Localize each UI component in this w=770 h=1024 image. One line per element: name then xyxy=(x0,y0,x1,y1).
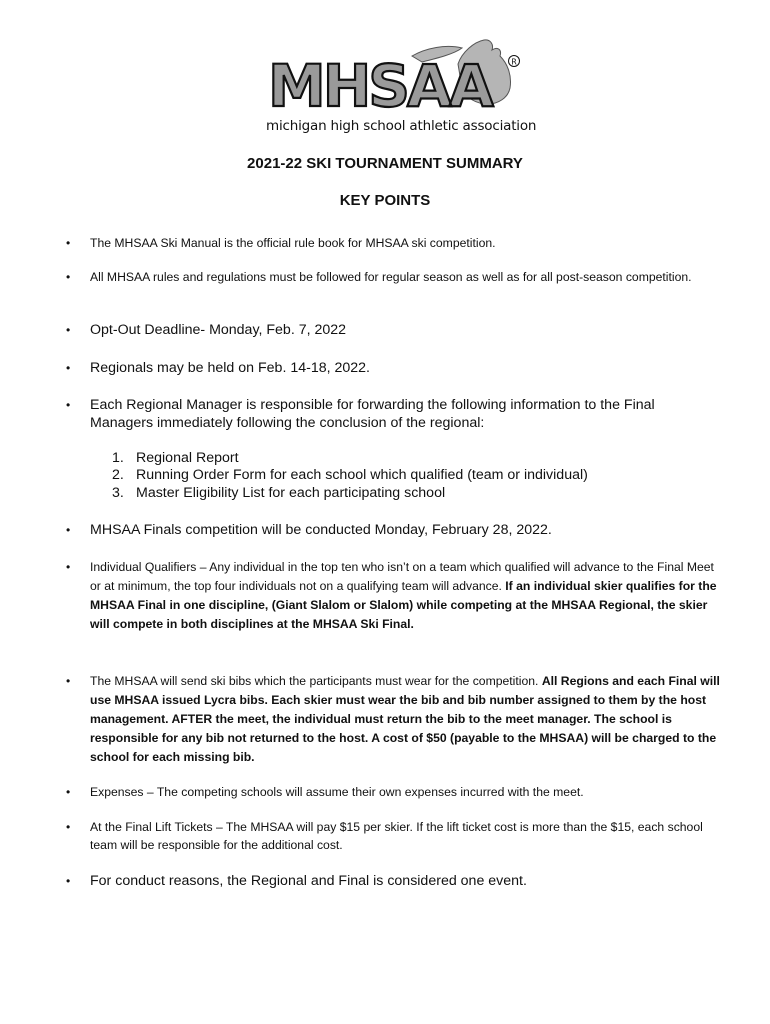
bold-notice: All Regions and each Final will use MHSAA issued Lycra bibs. Each skier must wear the bib and bib number assigned to them by the host management. AFTER the meet, the individual must return the bib to the meet manager. The school is responsible for any bib not returned to the host. A cost of $50 (payable to the MHSAA) will be charged to the school for each missing bib. xyxy=(90,674,720,764)
bullet-item: • The MHSAA will send ski bibs which the participants must wear for the competition. All Regions and each Final will use MHSAA issued Lycra bibs. Each skier must wear the bib and bib number assigned to them by the host management. AFTER the meet, the individual must return the bib to the meet manager. The school is responsible for any bib not returned to the host. A cost of $50 (payable to the MHSAA) will be charged to the school for each missing bib. xyxy=(90,672,722,767)
document-subtitle: KEY POINTS xyxy=(339,192,431,209)
bullet-item: • Each Regional Manager is responsible for forwarding the following information to the Final Managers immediately following the conclusion of the regional: xyxy=(90,396,710,432)
bullet-item: • Individual Qualifiers – Any individual in the top ten who isn’t on a team which qualified will advance to the Final Meet or at minimum, the top four individuals not on a qualifying team will advance. If an individual skier qualifies for the MHSAA Final in one discipline, (Giant Slalom or Slalom) while competing at the MHSAA Regional, the skier will compete in both disciplines at the MHSAA Ski Final. xyxy=(90,558,720,634)
numbered-list-item: 3. Master Eligibility List for each participating school xyxy=(112,485,446,501)
document-title: 2021-22 SKI TOURNAMENT SUMMARY xyxy=(247,155,523,172)
bullet-item: • Opt-Out Deadline- Monday, Feb. 7, 2022 xyxy=(90,321,730,339)
bullet-item: • For conduct reasons, the Regional and Final is considered one event. xyxy=(90,872,730,890)
bullet-item: • Regionals may be held on Feb. 14-18, 2022. xyxy=(90,359,730,377)
michigan-map-logo-icon xyxy=(262,34,532,124)
bullet-item: • MHSAA Finals competition will be conducted Monday, February 28, 2022. xyxy=(90,521,730,539)
svg-text:MHSAA: MHSAA xyxy=(268,52,491,120)
bullet-item: • The MHSAA Ski Manual is the official rule book for MHSAA ski competition. xyxy=(90,233,730,253)
bullet-item: • At the Final Lift Tickets – The MHSAA will pay $15 per skier. If the lift ticket cost is more than the $15, each school team will be responsible for the additional cost. xyxy=(90,818,724,854)
bullet-item: • Expenses – The competing schools will assume their own expenses incurred with the meet. xyxy=(90,782,730,802)
numbered-list-item: 2. Running Order Form for each school which qualified (team or individual) xyxy=(112,467,588,483)
bold-notice: If an individual skier qualifies for the MHSAA Final in one discipline, (Giant Slalom or Slalom) while competing at the MHSAA Regional, the skier will compete in both disciplines at the MHSAA Ski Final. xyxy=(90,579,717,631)
bullet-item: • All MHSAA rules and regulations must be followed for regular season as well as for all post-season competition. xyxy=(90,267,720,287)
svg-text:R: R xyxy=(511,57,517,67)
numbered-list-item: 1. Regional Report xyxy=(112,450,239,466)
association-name: michigan high school athletic association xyxy=(266,118,537,134)
